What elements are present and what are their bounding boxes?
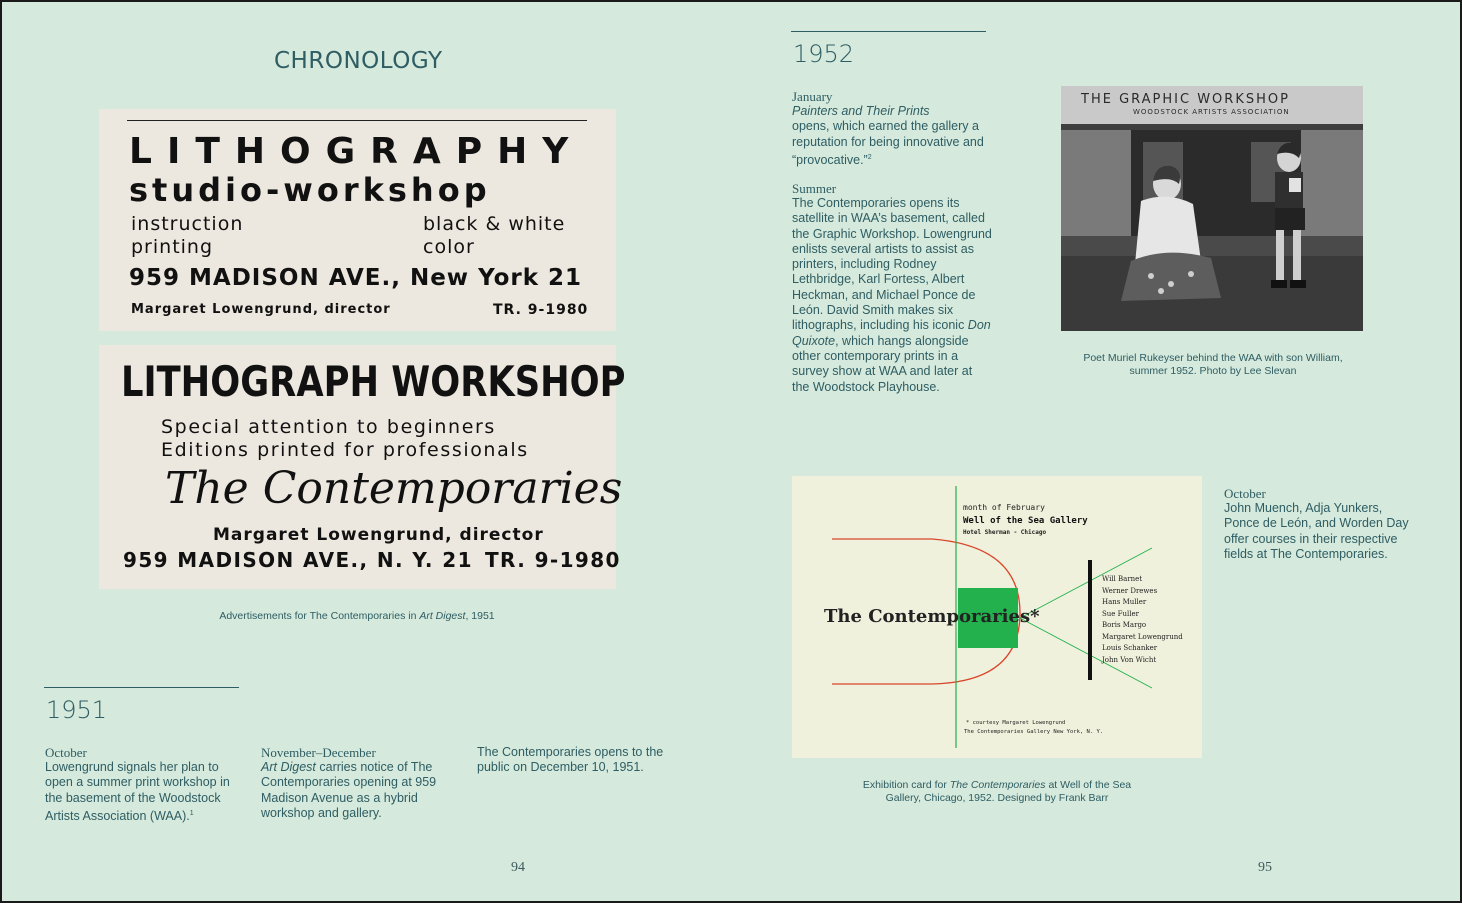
- card-caption: Exhibition card for The Contemporaries at Well of the Sea Gallery, Chicago, 1952. Designed by Frank Barr: [862, 779, 1132, 804]
- card-credit-1: * courtesy Margaret Lowengrund: [966, 720, 1066, 726]
- card-artist: Will Barnet: [1102, 575, 1143, 583]
- entry-1951-october: [45, 745, 245, 824]
- entry-1952-october: [1224, 486, 1414, 562]
- ad2-line1: Special attention to beginners: [161, 416, 496, 438]
- ads-caption: Advertisements for The Contemporaries in Art Digest, 1951: [219, 610, 495, 622]
- card-hotel: Hotel Sherman - Chicago: [963, 529, 1047, 536]
- photo-sign-line2: WOODSTOCK ARTISTS ASSOCIATION: [1133, 108, 1290, 116]
- ad1-left-b: printing: [131, 236, 214, 258]
- entry-1952-summer: [792, 181, 992, 395]
- card-artist: Louis Schanker: [1102, 644, 1158, 652]
- entry-label: Summer: [792, 181, 837, 196]
- card-credit-2: The Contemporaries Gallery New York, N. Y.: [964, 729, 1104, 735]
- ad2-title: LITHOGRAPH WORKSHOP: [121, 357, 626, 406]
- photo-graphic-workshop: [1061, 86, 1363, 331]
- ad-top-rule: [127, 120, 587, 121]
- ad1-footer-phone: TR. 9-1980: [493, 302, 589, 318]
- entry-label: November–December: [261, 745, 376, 760]
- ad1-right-a: black & white: [423, 213, 566, 235]
- entry-label: October: [1224, 486, 1266, 501]
- advertisement-lithograph-workshop: [99, 345, 626, 589]
- card-month: month of February: [963, 503, 1045, 512]
- card-artist: Hans Muller: [1102, 598, 1147, 606]
- ad1-address: 959 MADISON AVE., New York 21: [129, 265, 583, 291]
- entry-text: The Contemporaries opens its satellite in WAA’s basement, called the Graphic Workshop. Lowengrund enlists several artists to assist as printers, including Rodney Lethbridge, Karl Fortess, Albert Heckman, and Michael Ponce de León. David Smith makes six lithographs, including his iconic Don Quixote, which hangs alongside other contemporary prints in a survey show at WAA and later at the Woodstock Playhouse.: [792, 196, 992, 394]
- entry-label: October: [45, 745, 87, 760]
- card-artist-list: [1102, 574, 1183, 666]
- year-1951-rule: [44, 687, 239, 688]
- card-title: The Contemporaries*: [824, 606, 1040, 627]
- ad2-script-title: The Contemporaries: [165, 463, 623, 514]
- entry-1951-opening: [477, 745, 677, 776]
- card-artist: Margaret Lowengrund: [1102, 632, 1183, 641]
- ad2-phone: TR. 9-1980: [485, 548, 621, 572]
- ad1-right-b: color: [423, 236, 475, 258]
- year-1952-rule: [791, 31, 986, 32]
- card-artist: Sue Fuller: [1102, 609, 1140, 618]
- card-artist: Boris Margo: [1102, 621, 1147, 629]
- page-number-right: 95: [1258, 860, 1272, 875]
- ad1-left-a: instruction: [131, 213, 244, 235]
- entry-text: John Muench, Adja Yunkers, Ponce de León, and Worden Day offer courses in their respective fields at The Contemporaries.: [1224, 501, 1409, 561]
- page-heading: CHRONOLOGY: [274, 48, 443, 74]
- exhibition-card: [792, 476, 1202, 758]
- card-gallery: Well of the Sea Gallery: [963, 516, 1088, 526]
- ad2-director: Margaret Lowengrund, director: [213, 525, 544, 545]
- photo-illustration: [1061, 86, 1363, 331]
- entry-text: Art Digest carries notice of The Contemporaries opening at 959 Madison Avenue as a hybrid workshop and gallery.: [261, 760, 437, 820]
- ad2-line2: Editions printed for professionals: [161, 439, 529, 461]
- photo-caption: Poet Muriel Rukeyser behind the WAA with son William, summer 1952. Photo by Lee Slevan: [1083, 352, 1343, 377]
- ad1-title: LITHOGRAPHY: [129, 131, 584, 172]
- ad1-footer-name: Margaret Lowengrund, director: [131, 302, 391, 317]
- year-1952: 1952: [793, 40, 855, 68]
- page-number-left: 94: [511, 860, 525, 875]
- entry-label: January: [792, 89, 833, 104]
- photo-sign-line1: THE GRAPHIC WORKSHOP: [1081, 92, 1290, 107]
- entry-1952-january: [792, 89, 987, 168]
- card-artist: John Von Wicht: [1102, 655, 1157, 664]
- entry-text: The Contemporaries opens to the public on December 10, 1951.: [477, 745, 664, 775]
- ad2-address: 959 MADISON AVE., N. Y. 21: [123, 548, 473, 572]
- entry-text: Painters and Their Prints opens, which earned the gallery a reputation for being innovative and “provocative.”$^2$: [792, 104, 984, 168]
- ad1-subtitle: studio-workshop: [129, 171, 491, 209]
- advertisement-lithography-studio: [99, 109, 616, 331]
- year-1951: 1951: [46, 696, 108, 724]
- card-artist: Werner Drewes: [1102, 586, 1158, 595]
- entry-text: Lowengrund signals her plan to open a summer print workshop in the basement of the Woodstock Artists Association (WAA).$^1$: [45, 760, 230, 824]
- entry-1951-november-december: [261, 745, 441, 821]
